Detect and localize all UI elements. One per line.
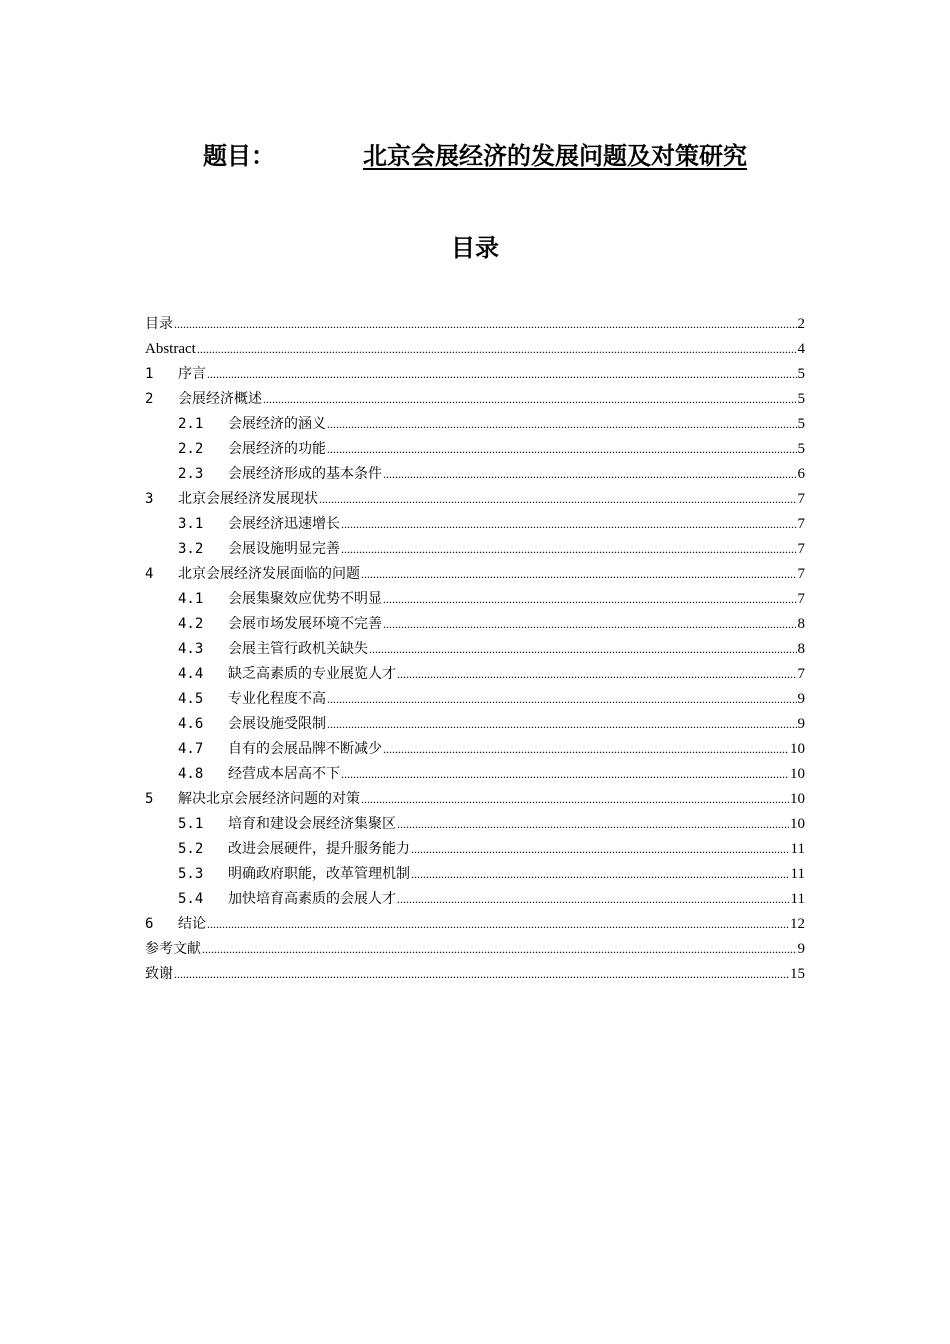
title-label: 题目： <box>203 142 275 170</box>
toc-entry-title: 会展经济形成的基本条件 <box>228 466 382 482</box>
toc-entry-number: 6 <box>145 916 154 932</box>
toc-dot-leader <box>397 812 789 837</box>
toc-entry-number: 5.1 <box>178 816 204 832</box>
toc-entry[interactable] <box>145 362 805 387</box>
toc-entry-page: 5 <box>797 391 805 407</box>
toc-entry-page: 2 <box>797 316 805 332</box>
toc-entry-page: 7 <box>797 541 805 557</box>
toc-entry[interactable] <box>145 862 805 887</box>
toc-entry-title: 加快培育高素质的会展人才 <box>228 891 396 907</box>
toc-entry-number: 5.3 <box>178 866 204 882</box>
toc-entry-title: 会展设施明显完善 <box>228 541 340 557</box>
table-of-contents <box>145 312 805 987</box>
toc-entry[interactable] <box>145 737 805 762</box>
toc-entry-number: 5 <box>145 791 154 807</box>
toc-entry-title: 缺乏高素质的专业展览人才 <box>228 666 396 682</box>
toc-dot-leader <box>383 462 797 487</box>
toc-entry-number: 4 <box>145 566 154 582</box>
toc-entry-page: 7 <box>797 566 805 582</box>
toc-entry-number: 4.8 <box>178 766 204 782</box>
toc-entry[interactable] <box>145 812 805 837</box>
toc-dot-leader <box>383 587 797 612</box>
toc-entry-page: 10 <box>790 741 805 757</box>
toc-entry[interactable] <box>145 462 805 487</box>
toc-entry-title: 参考文献 <box>145 941 201 957</box>
toc-entry-title: 致谢 <box>145 966 173 982</box>
toc-entry-title: 结论 <box>178 916 206 932</box>
toc-dot-leader <box>411 862 790 887</box>
document-title <box>0 136 950 171</box>
toc-entry-page: 9 <box>797 941 805 957</box>
toc-entry[interactable] <box>145 512 805 537</box>
toc-entry-page: 12 <box>790 916 805 932</box>
toc-entry-number: 3.2 <box>178 541 204 557</box>
toc-entry-title: 会展经济的涵义 <box>228 416 326 432</box>
toc-entry-page: 7 <box>797 591 805 607</box>
toc-entry-page: 11 <box>790 891 805 907</box>
toc-entry-title: 会展经济迅速增长 <box>228 516 340 532</box>
toc-dot-leader <box>341 762 789 787</box>
toc-entry[interactable] <box>145 887 805 912</box>
toc-entry[interactable] <box>145 487 805 512</box>
toc-entry[interactable] <box>145 412 805 437</box>
toc-entry-number: 4.2 <box>178 616 204 632</box>
toc-dot-leader <box>327 687 797 712</box>
toc-entry-page: 10 <box>790 816 805 832</box>
toc-entry-title: 会展经济的功能 <box>228 441 326 457</box>
toc-entry-page: 5 <box>797 366 805 382</box>
toc-dot-leader <box>361 787 789 812</box>
toc-entry[interactable] <box>145 687 805 712</box>
toc-entry-page: 11 <box>790 841 805 857</box>
toc-entry-number: 4.7 <box>178 741 204 757</box>
toc-entry-number: 2.2 <box>178 441 204 457</box>
toc-entry-number: 4.1 <box>178 591 204 607</box>
toc-dot-leader <box>202 937 797 962</box>
toc-entry-number: 2.3 <box>178 466 204 482</box>
toc-entry[interactable] <box>145 337 805 362</box>
toc-entry-number: 5.4 <box>178 891 204 907</box>
toc-entry-title: 会展市场发展环境不完善 <box>228 616 382 632</box>
toc-dot-leader <box>197 337 797 362</box>
toc-entry-title: 会展经济概述 <box>178 391 262 407</box>
toc-dot-leader <box>397 662 797 687</box>
toc-entry-page: 8 <box>797 641 805 657</box>
toc-entry[interactable] <box>145 637 805 662</box>
toc-dot-leader <box>341 537 797 562</box>
toc-entry-title: 会展主管行政机关缺失 <box>228 641 368 657</box>
toc-entry-page: 9 <box>797 691 805 707</box>
toc-entry-page: 5 <box>797 441 805 457</box>
toc-entry-title: 经营成本居高不下 <box>228 766 340 782</box>
toc-dot-leader <box>207 362 797 387</box>
toc-dot-leader <box>174 962 789 987</box>
toc-entry-number: 3 <box>145 491 154 507</box>
toc-entry[interactable] <box>145 962 805 987</box>
toc-entry[interactable] <box>145 937 805 962</box>
toc-dot-leader <box>341 512 797 537</box>
toc-entry[interactable] <box>145 312 805 337</box>
toc-entry[interactable] <box>145 762 805 787</box>
toc-dot-leader <box>174 312 797 337</box>
toc-entry-page: 7 <box>797 666 805 682</box>
toc-entry-page: 8 <box>797 616 805 632</box>
toc-entry-page: 6 <box>797 466 805 482</box>
toc-entry[interactable] <box>145 912 805 937</box>
toc-entry[interactable] <box>145 387 805 412</box>
title-text: 北京会展经济的发展问题及对策研究 <box>363 142 747 170</box>
toc-dot-leader <box>207 912 789 937</box>
toc-entry-number: 2 <box>145 391 154 407</box>
toc-entry[interactable] <box>145 837 805 862</box>
toc-entry[interactable] <box>145 662 805 687</box>
toc-entry-page: 10 <box>790 766 805 782</box>
toc-dot-leader <box>369 637 797 662</box>
toc-dot-leader <box>319 487 797 512</box>
toc-dot-leader <box>383 737 789 762</box>
toc-entry-number: 4.6 <box>178 716 204 732</box>
toc-entry-title: 专业化程度不高 <box>228 691 326 707</box>
toc-entry-number: 4.5 <box>178 691 204 707</box>
toc-dot-leader <box>397 887 790 912</box>
toc-entry-title: 明确政府职能，改革管理机制 <box>228 866 410 882</box>
toc-entry-number: 4.4 <box>178 666 204 682</box>
toc-entry-title: 培育和建设会展经济集聚区 <box>228 816 396 832</box>
toc-entry-page: 5 <box>797 416 805 432</box>
toc-entry-title: 北京会展经济发展现状 <box>178 491 318 507</box>
toc-dot-leader <box>327 712 797 737</box>
toc-entry-page: 15 <box>790 966 805 982</box>
toc-entry-number: 2.1 <box>178 416 204 432</box>
toc-entry-title: 自有的会展品牌不断减少 <box>228 741 382 757</box>
toc-entry-number: 4.3 <box>178 641 204 657</box>
toc-entry[interactable] <box>145 787 805 812</box>
toc-dot-leader <box>263 387 797 412</box>
toc-entry-title: 解决北京会展经济问题的对策 <box>178 791 360 807</box>
toc-entry-page: 7 <box>797 516 805 532</box>
toc-entry[interactable] <box>145 437 805 462</box>
toc-entry-page: 7 <box>797 491 805 507</box>
toc-dot-leader <box>327 412 797 437</box>
toc-dot-leader <box>361 562 797 587</box>
toc-entry[interactable] <box>145 562 805 587</box>
toc-entry-page: 9 <box>797 716 805 732</box>
toc-entry-title: 北京会展经济发展面临的问题 <box>178 566 360 582</box>
toc-entry[interactable] <box>145 712 805 737</box>
toc-dot-leader <box>383 612 797 637</box>
toc-heading: 目录 <box>451 234 499 262</box>
toc-entry-number: 1 <box>145 366 154 382</box>
toc-entry[interactable] <box>145 612 805 637</box>
toc-entry-title: 会展集聚效应优势不明显 <box>228 591 382 607</box>
toc-entry[interactable] <box>145 587 805 612</box>
toc-entry-title: 目录 <box>145 316 173 332</box>
toc-entry-number: 3.1 <box>178 516 204 532</box>
toc-entry-title: 改进会展硬件，提升服务能力 <box>228 841 410 857</box>
toc-entry-title: 序言 <box>178 366 206 382</box>
toc-dot-leader <box>411 837 790 862</box>
toc-entry[interactable] <box>145 537 805 562</box>
toc-entry-page: 10 <box>790 791 805 807</box>
toc-entry-page: 11 <box>790 866 805 882</box>
toc-entry-number: 5.2 <box>178 841 204 857</box>
toc-entry-page: 4 <box>797 341 805 357</box>
toc-dot-leader <box>327 437 797 462</box>
toc-entry-title: Abstract <box>145 341 196 357</box>
toc-entry-title: 会展设施受限制 <box>228 716 326 732</box>
